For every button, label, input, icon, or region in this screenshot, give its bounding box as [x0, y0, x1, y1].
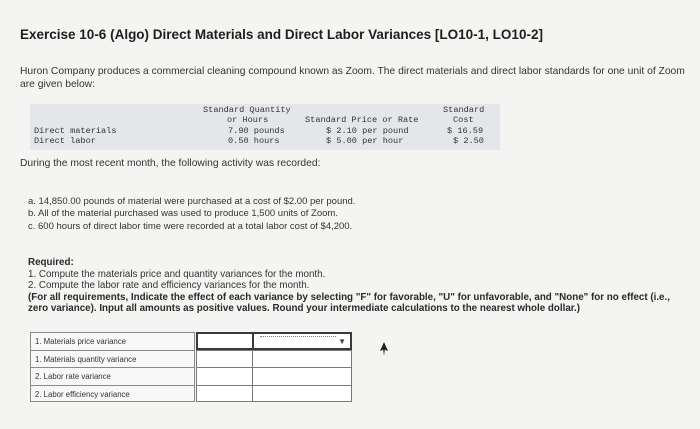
- header-cost-2: Cost: [453, 115, 474, 125]
- answer-label: 1. Materials price variance: [30, 332, 195, 350]
- answer-label: 2. Labor efficiency variance: [30, 385, 195, 403]
- row-qty-labor: 0.50 hours: [228, 136, 280, 146]
- row-cost-labor: $ 2.50: [453, 136, 484, 146]
- row-label-materials: Direct materials: [34, 126, 117, 136]
- page-title: Exercise 10-6 (Algo) Direct Materials and Direct Labor Variances [LO10-1, LO10-2]: [20, 27, 543, 42]
- required-heading: Required:: [28, 257, 74, 268]
- row-label-labor: Direct labor: [34, 136, 96, 146]
- row-price-labor: $ 5.00 per hour: [326, 136, 404, 146]
- activity-intro: During the most recent month, the following activity was recorded:: [20, 158, 321, 169]
- labor-rate-variance-effect-select[interactable]: [252, 367, 352, 385]
- activity-item: b. All of the material purchased was used to produce 1,500 units of Zoom.: [28, 208, 338, 220]
- required-section: [28, 257, 678, 315]
- required-item: 2. Compute the labor rate and efficiency variances for the month.: [28, 280, 310, 292]
- answer-label: 2. Labor rate variance: [30, 367, 195, 385]
- header-price: Standard Price or Rate: [305, 115, 419, 125]
- row-cost-materials: $ 16.59: [447, 126, 484, 136]
- required-item: 1. Compute the materials price and quantity variances for the month.: [28, 268, 326, 280]
- row-price-materials: $ 2.10 per pound: [326, 126, 409, 136]
- intro-text: Huron Company produces a commercial cleaning compound known as Zoom. The direct materials and direct labor standards for one unit of Zoom are given below:: [20, 66, 685, 90]
- mouse-cursor-icon: [378, 342, 390, 356]
- materials-price-variance-effect-select[interactable]: [252, 332, 352, 350]
- activity-item: a. 14,850.00 pounds of material were purchased at a cost of $2.00 per pound.: [28, 196, 356, 207]
- row-qty-materials: 7.90 pounds: [228, 126, 285, 136]
- header-cost-1: Standard: [443, 105, 485, 115]
- answer-label: 1. Materials quantity variance: [30, 350, 195, 368]
- materials-quantity-variance-effect-select[interactable]: [252, 350, 352, 368]
- required-instructions: (For all requirements, Indicate the effect of each variance by selecting "F" for favorable, "U" for unfavorable, and "None" for no effect (i.e., zero variance). Input all amounts as positive values. Round your intermediate calculations to the nearest whole dollar.): [28, 291, 670, 315]
- labor-efficiency-variance-effect-select[interactable]: [252, 385, 352, 403]
- header-qty-1: Standard Quantity: [203, 105, 291, 115]
- activity-list: [28, 196, 355, 233]
- chevron-down-icon: ▼: [338, 337, 346, 346]
- header-qty-2: or Hours: [227, 115, 269, 125]
- activity-item: c. 600 hours of direct labor time were recorded at a total labor cost of $4,200.: [28, 220, 353, 232]
